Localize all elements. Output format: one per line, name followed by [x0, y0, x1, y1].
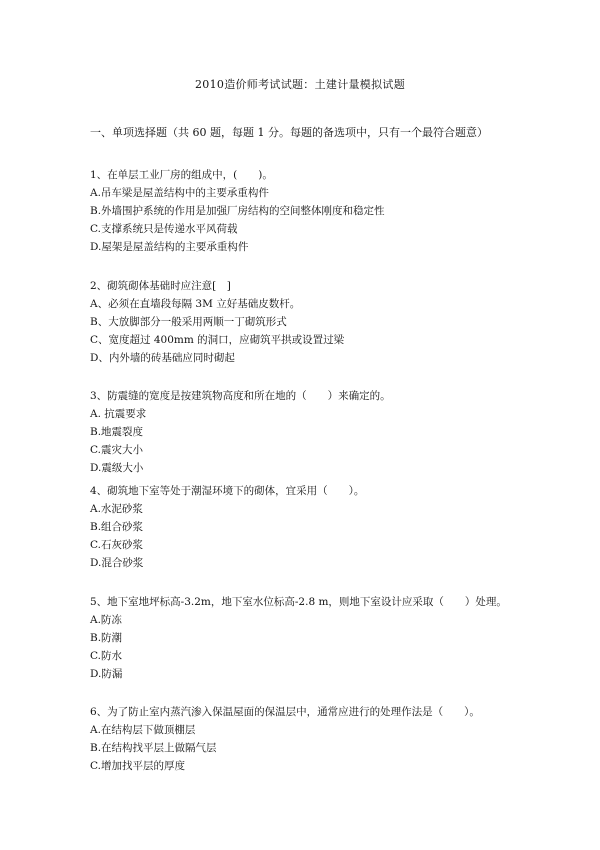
question-option: B.外墙围护系统的作用是加强厂房结构的空间整体刚度和稳定性: [90, 205, 385, 217]
question-stem: 6、为了防止室内蒸汽渗入保温屋面的保温层中，通常应进行的处理作法是（ ）。: [90, 706, 480, 718]
question-option: A.在结构层下做顶棚层: [90, 724, 196, 736]
question-option: C.支撑系统只是传递水平风荷载: [90, 223, 238, 235]
question-option: B、大放脚部分一般采用两顺一丁砌筑形式: [90, 316, 287, 328]
question-3: [90, 387, 560, 477]
question-stem: 3、防震缝的宽度是按建筑物高度和所在地的（ ）来确定的。: [90, 390, 391, 402]
question-option: C.震灾大小: [90, 444, 143, 456]
question-5: [90, 593, 560, 683]
question-option: D.防漏: [90, 668, 123, 680]
question-4: [90, 482, 560, 572]
document-title: 2010造价师考试试题：土建计量模拟试题: [195, 78, 405, 91]
question-1: [90, 166, 560, 256]
question-6: [90, 703, 560, 775]
question-option: B.在结构找平层上做隔气层: [90, 742, 217, 754]
question-option: B.防潮: [90, 632, 123, 644]
question-option: A.吊车梁是屋盖结构中的主要承重构件: [90, 187, 269, 199]
question-option: D.混合砂浆: [90, 557, 144, 569]
question-option: C、宽度超过 400mm 的洞口，应砌筑平拱或设置过梁: [90, 334, 345, 346]
question-stem: 4、砌筑地下室等处于潮湿环境下的砌体，宜采用（ ）。: [90, 485, 365, 497]
question-option: A. 抗震要求: [90, 408, 147, 420]
question-stem: 5、地下室地坪标高-3.2m，地下室水位标高-2.8 m，则地下室设计应采取（ ）处理。: [90, 596, 507, 608]
question-option: D、内外墙的砖基础应同时砌起: [90, 352, 235, 364]
question-option: D.屋架是屋盖结构的主要承重构件: [90, 241, 249, 253]
question-2: [90, 277, 560, 367]
question-option: C.增加找平层的厚度: [90, 760, 185, 772]
question-option: C.石灰砂浆: [90, 539, 143, 551]
question-option: D.震级大小: [90, 462, 144, 474]
question-option: A、必须在直墙段每隔 3M 立好基础皮数杆。: [90, 298, 301, 310]
question-stem: 1、在单层工业厂房的组成中，( )。: [90, 169, 273, 181]
question-option: C.防水: [90, 650, 122, 662]
question-option: A.防冻: [90, 614, 122, 626]
question-option: B.组合砂浆: [90, 521, 144, 533]
section-heading: 一、单项选择题（共 60 题，每题 1 分。每题的备选项中，只有一个最符合题意）: [90, 126, 488, 139]
question-option: B.地震裂度: [90, 426, 144, 438]
question-option: A.水泥砂浆: [90, 503, 143, 515]
question-stem: 2、砌筑砌体基础时应注意[ ]: [90, 280, 231, 292]
